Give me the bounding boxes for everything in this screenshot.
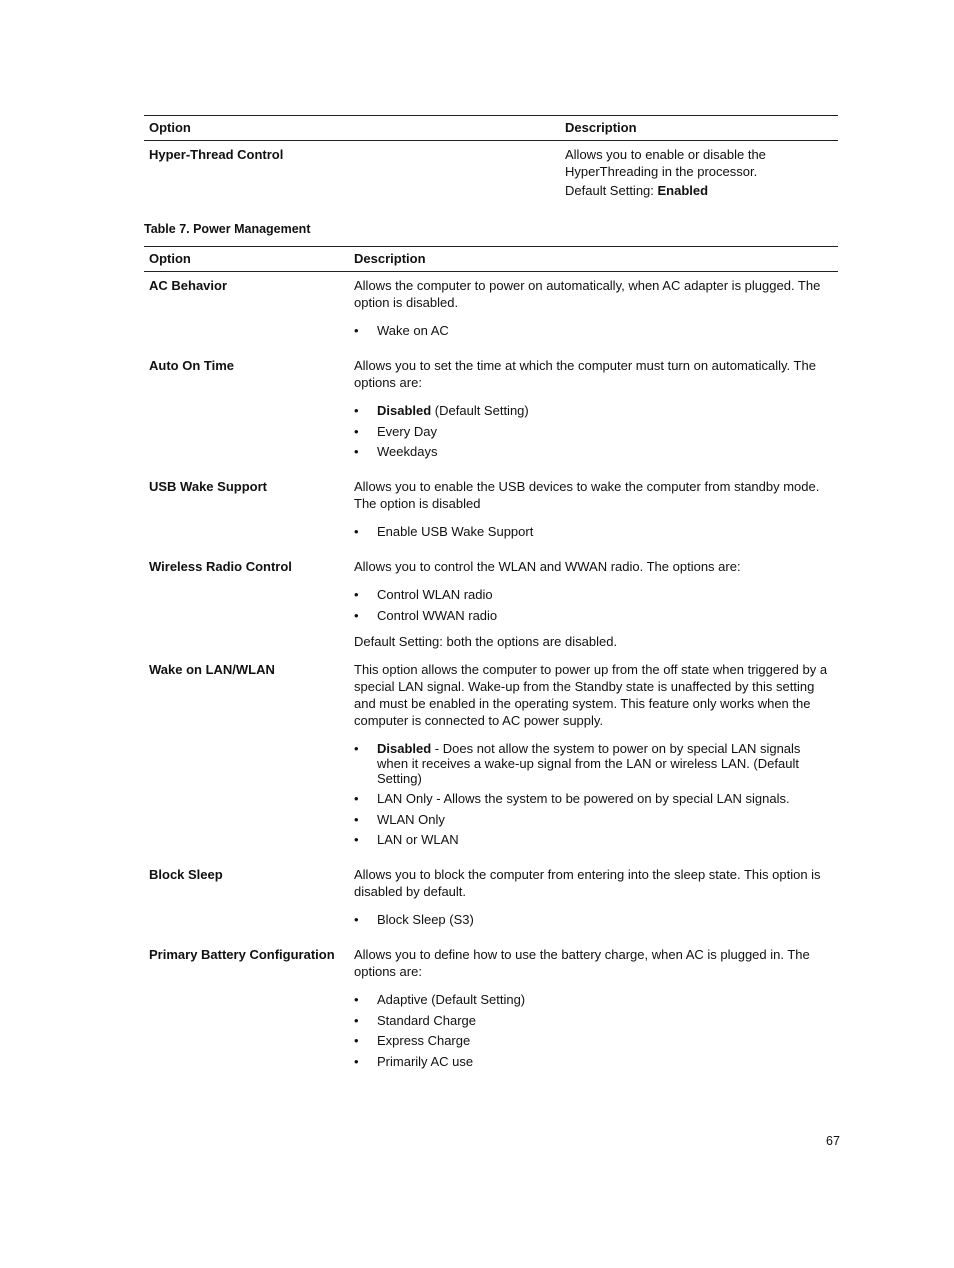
option-name: Hyper-Thread Control [149,147,284,162]
list-item-bold: Disabled [377,740,432,756]
option-list [354,992,833,1069]
default-setting-value: Enabled [657,183,709,198]
option-name: AC Behavior [149,278,228,293]
list-item: • Primarily AC use [354,1054,833,1069]
list-item: • Standard Charge [354,1013,833,1028]
table-row [144,553,838,656]
list-item: • Every Day [354,424,833,439]
option-description [560,141,838,200]
page-number: 67 [826,1134,840,1148]
default-setting-text: Default Setting: both the options are disabled. [354,633,618,649]
default-setting [565,182,833,199]
list-item: • Block Sleep (S3) [354,912,833,927]
option-list [354,323,833,338]
list-item-rest: (Default Setting) [431,403,529,418]
list-item [354,403,833,418]
option-list [354,587,833,623]
description-text: Allows you to block the computer from entering into the sleep state. This option is disabled by default. [354,867,821,899]
list-item: • Control WLAN radio [354,587,833,602]
option-name: Wake on LAN/WLAN [149,661,275,677]
option-description [349,656,838,862]
column-header-option: Option [144,247,349,272]
list-item: • LAN Only - Allows the system to be powered on by special LAN signals. [354,791,833,806]
list-item: • Weekdays [354,444,833,459]
description-line: HyperThreading in the processor. [565,164,758,179]
description-line: Allows you to enable or disable the [565,147,766,162]
list-item: • LAN or WLAN [354,832,833,847]
list-item-rest: - Does not allow the system to power on by special LAN signals when it receives a wake-up signal from the LAN or wireless LAN. (Default Setting) [377,740,801,786]
list-item: • Adaptive (Default Setting) [354,992,833,1007]
list-item: • Enable USB Wake Support [354,524,833,539]
table-header-row [144,116,838,141]
option-name: Auto On Time [149,358,234,373]
option-list [354,741,833,848]
table-caption: Table 7. Power Management [144,222,311,236]
table-row [144,656,838,862]
option-description [349,272,838,353]
description-text: Allows you to define how to use the battery charge, when AC is plugged in. The options are: [354,947,810,979]
option-description [349,473,838,553]
table-row [144,941,838,1083]
option-name: Block Sleep [149,867,223,882]
description-text: Allows you to enable the USB devices to wake the computer from standby mode. The option is disabled [354,479,820,511]
table-header-row [144,247,838,272]
option-description [349,861,838,941]
option-description [349,941,838,1083]
list-item: • Wake on AC [354,323,833,338]
description-text: Allows you to set the time at which the computer must turn on automatically. The options are: [354,358,816,390]
list-item [354,741,833,786]
table-row [144,141,838,200]
default-setting-label: Default Setting: [565,183,658,198]
list-item: • Control WWAN radio [354,608,833,623]
description-text: Allows you to control the WLAN and WWAN radio. The options are: [354,559,741,574]
option-list [354,403,833,459]
option-description [349,352,838,473]
list-item: • Express Charge [354,1033,833,1048]
option-description [349,553,838,656]
table-row [144,861,838,941]
table-row [144,352,838,473]
column-header-description: Description [349,247,838,272]
option-name: Wireless Radio Control [149,559,292,574]
table-row [144,272,838,353]
list-item: • WLAN Only [354,812,833,827]
option-list [354,524,833,539]
column-header-option: Option [144,116,560,141]
option-name: Primary Battery Configuration [149,947,335,962]
power-management-table [144,246,838,1083]
hyperthread-table [144,115,838,199]
description-text: This option allows the computer to power up from the off state when triggered by a special LAN signal. Wake-up from the Standby state is unaffected by this setting and must be enabled in the operating system. This feature only works when the computer is connected to AC power supply. [354,661,828,728]
option-name: USB Wake Support [149,479,267,494]
table-row [144,473,838,553]
list-item-bold: Disabled [377,403,432,418]
column-header-description: Description [560,116,838,141]
description-text: Allows the computer to power on automatically, when AC adapter is plugged. The option is disabled. [354,278,821,310]
option-list [354,912,833,927]
